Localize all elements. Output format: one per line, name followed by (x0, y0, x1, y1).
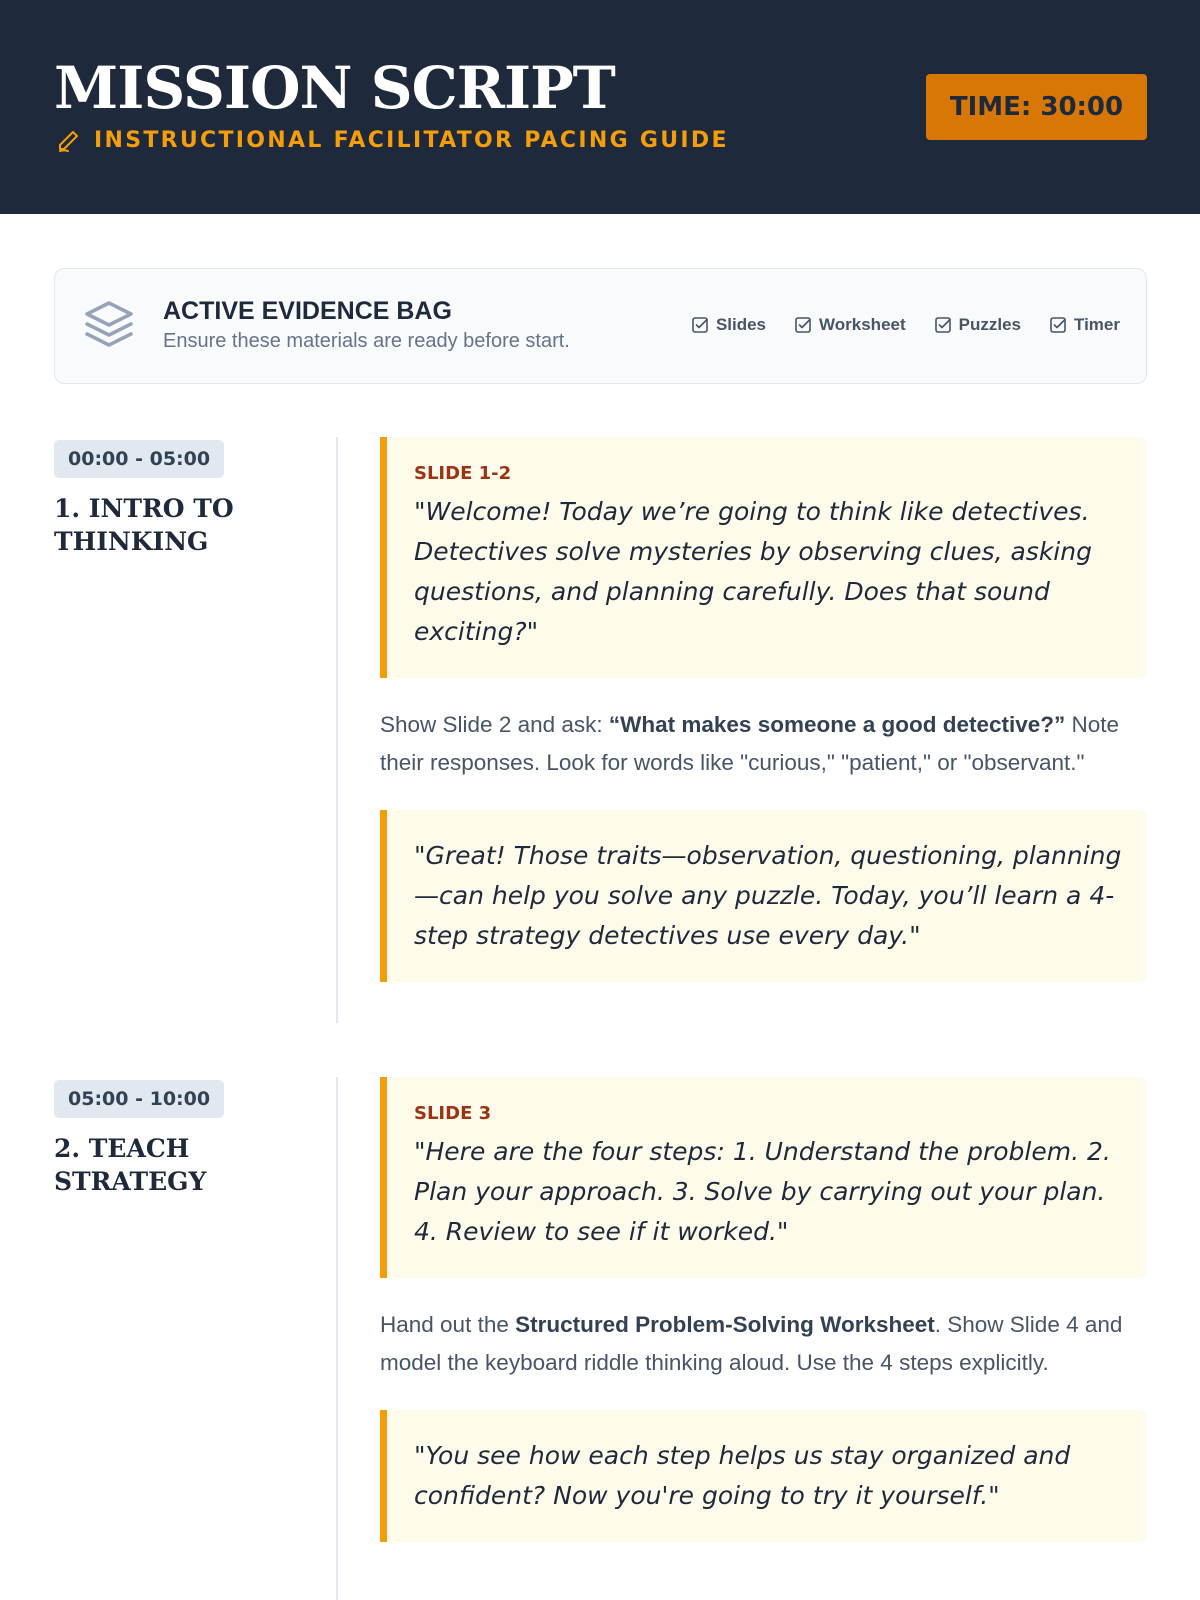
timeline-divider (336, 437, 338, 1023)
checklist-item-slides[interactable] (691, 315, 766, 335)
script-quote (380, 1410, 1147, 1542)
checklist-label: Puzzles (958, 315, 1021, 334)
checkbox-icon (691, 316, 709, 334)
evidence-bag-panel (54, 268, 1147, 384)
timeline-divider (336, 1077, 338, 1600)
time-range-badge: 05:00 - 10:00 (54, 1080, 224, 1118)
instruction-text: Hand out the (380, 1312, 516, 1337)
checklist-item-puzzles[interactable] (934, 315, 1021, 335)
section-strategy-content (380, 1077, 1147, 1542)
section-intro-content (380, 437, 1147, 982)
checkbox-icon (1049, 316, 1067, 334)
section-title: 1. INTRO TO THINKING (54, 494, 234, 556)
section-intro-header (54, 440, 294, 558)
page-title: MISSION SCRIPT (54, 54, 615, 122)
time-range-badge: 00:00 - 05:00 (54, 440, 224, 478)
materials-checklist (663, 315, 1120, 335)
script-quote (380, 437, 1147, 678)
checklist-label: Timer (1074, 315, 1120, 334)
checkbox-icon (794, 316, 812, 334)
script-quote (380, 1077, 1147, 1278)
quote-text: "Great! Those traits—observation, questioning, planning—can help you solve any puzzle. Today, you’ll learn a 4-step strategy detectives use every day." (414, 841, 1122, 950)
quote-text: "Welcome! Today we’re going to think like detectives. Detectives solve mysteries by observing clues, asking questions, and planning carefully. Does that sound exciting?" (414, 497, 1092, 646)
instruction-paragraph (380, 706, 1147, 782)
checklist-item-timer[interactable] (1049, 315, 1120, 335)
checklist-item-worksheet[interactable] (794, 315, 906, 335)
pen-icon (56, 129, 80, 153)
page-subtitle: INSTRUCTIONAL FACILITATOR PACING GUIDE (94, 128, 729, 153)
slide-label: SLIDE 1-2 (414, 463, 512, 484)
timer-badge: TIME: 30:00 (926, 74, 1147, 140)
quote-text: "Here are the four steps: 1. Understand the problem. 2. Plan your approach. 3. Solve by carrying out your plan. 4. Review to see if it worked." (414, 1137, 1111, 1246)
instruction-paragraph (380, 1306, 1147, 1382)
section-strategy-header (54, 1080, 294, 1198)
instruction-text: Note their responses. Look for words like "curious," "patient," or "observant." (380, 712, 1120, 775)
checklist-label: Slides (715, 315, 767, 334)
instruction-emphasis: Structured Problem-Solving Worksheet (515, 1312, 935, 1337)
script-quote (380, 810, 1147, 982)
instruction-text: Show Slide 2 and ask: (380, 712, 609, 737)
section-title: 2. TEACH STRATEGY (54, 1134, 207, 1196)
checkbox-icon (934, 316, 952, 334)
instruction-text: . Show Slide 4 and model the keyboard riddle thinking aloud. Use the 4 steps explicitly. (380, 1312, 1123, 1375)
layers-icon (83, 299, 135, 351)
subtitle-row (56, 128, 729, 153)
page-header (0, 0, 1200, 214)
evidence-bag-subtitle: Ensure these materials are ready before start. (163, 330, 570, 352)
evidence-bag-title: ACTIVE EVIDENCE BAG (163, 297, 452, 325)
instruction-emphasis: “What makes someone a good detective?” (608, 712, 1066, 737)
quote-text: "You see how each step helps us stay organized and confident? Now you're going to try it yourself." (414, 1441, 1071, 1510)
checklist-label: Worksheet (819, 315, 906, 334)
slide-label: SLIDE 3 (414, 1103, 492, 1124)
